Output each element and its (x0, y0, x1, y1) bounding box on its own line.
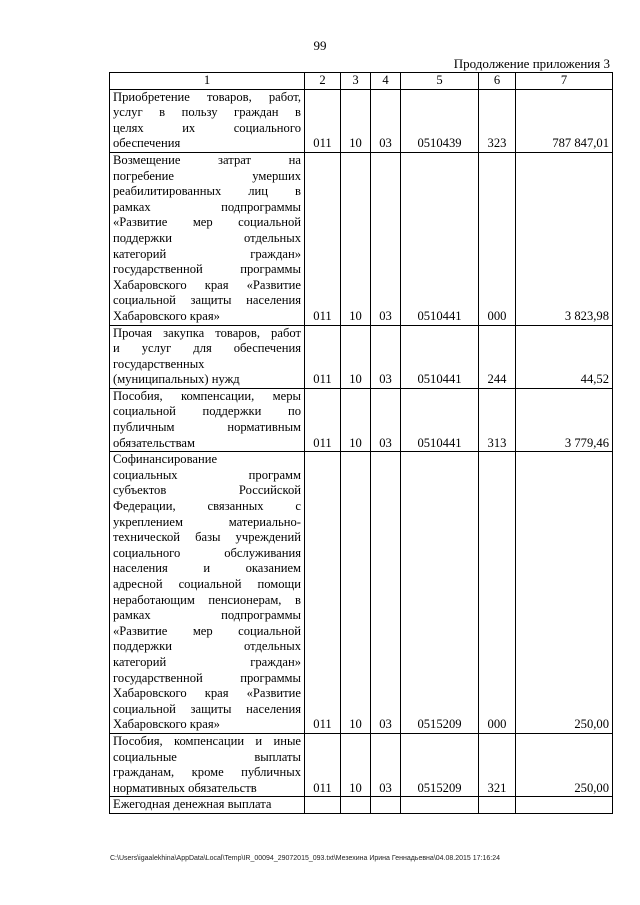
description-line: государственных (113, 356, 205, 371)
description-line: услуг в пользу граждан в (113, 105, 301, 120)
table-row (110, 388, 613, 451)
description-line: укреплением материально- (113, 514, 301, 529)
section-code-cell: 10 (341, 452, 371, 734)
column-header: 5 (401, 73, 479, 90)
row-description (110, 733, 305, 796)
section-code-cell: 10 (341, 152, 371, 325)
expense-type-cell: 000 (479, 452, 516, 734)
section-code-cell: 10 (341, 89, 371, 152)
section-code-cell: 10 (341, 325, 371, 388)
column-header: 4 (371, 73, 401, 90)
description-line: Пособия, компенсации и иные (113, 733, 301, 748)
description-line: социальной защиты населения (113, 293, 301, 308)
description-line: погребение умерших (113, 168, 301, 183)
description-line: Ежегодная денежная выплата (113, 797, 272, 812)
description-line: государственной программы (113, 670, 301, 685)
section-code-cell (341, 797, 371, 814)
continuation-label: Продолжение приложения 3 (453, 56, 610, 71)
description-line: технической базы учреждений (113, 530, 301, 545)
description-line: гражданам, кроме публичных (113, 765, 301, 780)
column-header: 7 (516, 73, 613, 90)
expense-type-cell: 313 (479, 388, 516, 451)
subsection-code-cell: 03 (371, 152, 401, 325)
table-row (110, 89, 613, 152)
subsection-code-cell: 03 (371, 388, 401, 451)
description-line: публичным нормативным (113, 420, 301, 435)
table-row (110, 797, 613, 814)
description-line: социальной защиты населения (113, 701, 301, 716)
target-article-cell: 0515209 (401, 733, 479, 796)
column-header: 3 (341, 73, 371, 90)
description-line: субъектов Российской (113, 483, 301, 498)
expense-type-cell (479, 797, 516, 814)
table-row (110, 733, 613, 796)
amount-cell: 250,00 (516, 733, 613, 796)
description-line: нормативных обязательств (113, 780, 257, 795)
description-line: государственной программы (113, 262, 301, 277)
target-article-cell (401, 797, 479, 814)
target-article-cell: 0515209 (401, 452, 479, 734)
description-line: «Развитие мер социальной (113, 215, 301, 230)
description-line: поддержки отдельных (113, 639, 301, 654)
footer-file-path: C:\Users\igaalekhina\AppData\Local\Temp\IR_00094_29072015_093.txt\Мезехина Ирина Геннадьевна\04.08.2015 17:16:24 (110, 855, 500, 862)
ministry-code-cell: 011 (305, 733, 341, 796)
amount-cell (516, 797, 613, 814)
expense-type-cell: 000 (479, 152, 516, 325)
subsection-code-cell (371, 797, 401, 814)
description-line: населения и оказанием (113, 561, 301, 576)
amount-cell: 250,00 (516, 452, 613, 734)
description-line: реабилитированных лиц в (113, 184, 301, 199)
ministry-code-cell: 011 (305, 89, 341, 152)
amount-cell: 3 823,98 (516, 152, 613, 325)
description-line: Возмещение затрат на (113, 152, 301, 167)
target-article-cell: 0510439 (401, 89, 479, 152)
column-header: 2 (305, 73, 341, 90)
description-line: Федерации, связанных с (113, 499, 301, 514)
description-line: Хабаровского края «Развитие (113, 277, 301, 292)
table-row (110, 452, 613, 734)
budget-table (109, 72, 613, 814)
row-description (110, 325, 305, 388)
amount-cell: 3 779,46 (516, 388, 613, 451)
table-row (110, 325, 613, 388)
target-article-cell: 0510441 (401, 388, 479, 451)
description-line: Хабаровского края» (113, 717, 220, 732)
description-line: категорий граждан» (113, 654, 301, 669)
description-line: социальные выплаты (113, 749, 301, 764)
description-line: рамках подпрограммы (113, 608, 301, 623)
expense-type-cell: 321 (479, 733, 516, 796)
subsection-code-cell: 03 (371, 733, 401, 796)
table-row (110, 152, 613, 325)
row-description (110, 388, 305, 451)
description-line: Хабаровского края» (113, 308, 220, 323)
description-line: Приобретение товаров, работ, (113, 89, 301, 104)
column-header: 6 (479, 73, 516, 90)
row-description (110, 89, 305, 152)
description-line: социальной поддержки по (113, 404, 301, 419)
subsection-code-cell: 03 (371, 89, 401, 152)
description-line: целях их социального (113, 120, 301, 135)
description-line: и услуг для обеспечения (113, 341, 301, 356)
description-line: Хабаровского края «Развитие (113, 686, 301, 701)
ministry-code-cell: 011 (305, 152, 341, 325)
description-line: «Развитие мер социальной (113, 623, 301, 638)
subsection-code-cell: 03 (371, 452, 401, 734)
row-description (110, 152, 305, 325)
description-line: категорий граждан» (113, 246, 301, 261)
amount-cell: 787 847,01 (516, 89, 613, 152)
description-line: обеспечения (113, 136, 181, 151)
page-number: 99 (313, 38, 327, 53)
description-line: Софинансирование (113, 452, 218, 467)
description-line: (муниципальных) нужд (113, 372, 240, 387)
section-code-cell: 10 (341, 733, 371, 796)
description-line: адресной социальной помощи (113, 577, 301, 591)
description-line: рамках подпрограммы (113, 199, 301, 214)
expense-type-cell: 323 (479, 89, 516, 152)
description-line: Прочая закупка товаров, работ (113, 325, 301, 340)
ministry-code-cell: 011 (305, 325, 341, 388)
description-line: Пособия, компенсации, меры (113, 388, 301, 403)
description-line: поддержки отдельных (113, 230, 301, 245)
description-line: обязательствам (113, 435, 195, 450)
ministry-code-cell (305, 797, 341, 814)
target-article-cell: 0510441 (401, 152, 479, 325)
ministry-code-cell: 011 (305, 452, 341, 734)
description-line: социального обслуживания (113, 545, 301, 560)
description-line: неработающим пенсионерам, в (113, 592, 301, 607)
row-description (110, 452, 305, 734)
table-header-row (110, 73, 613, 90)
amount-cell: 44,52 (516, 325, 613, 388)
row-description (110, 797, 305, 814)
description-line: социальных программ (113, 467, 301, 482)
ministry-code-cell: 011 (305, 388, 341, 451)
expense-type-cell: 244 (479, 325, 516, 388)
target-article-cell: 0510441 (401, 325, 479, 388)
section-code-cell: 10 (341, 388, 371, 451)
subsection-code-cell: 03 (371, 325, 401, 388)
column-header: 1 (110, 73, 305, 90)
